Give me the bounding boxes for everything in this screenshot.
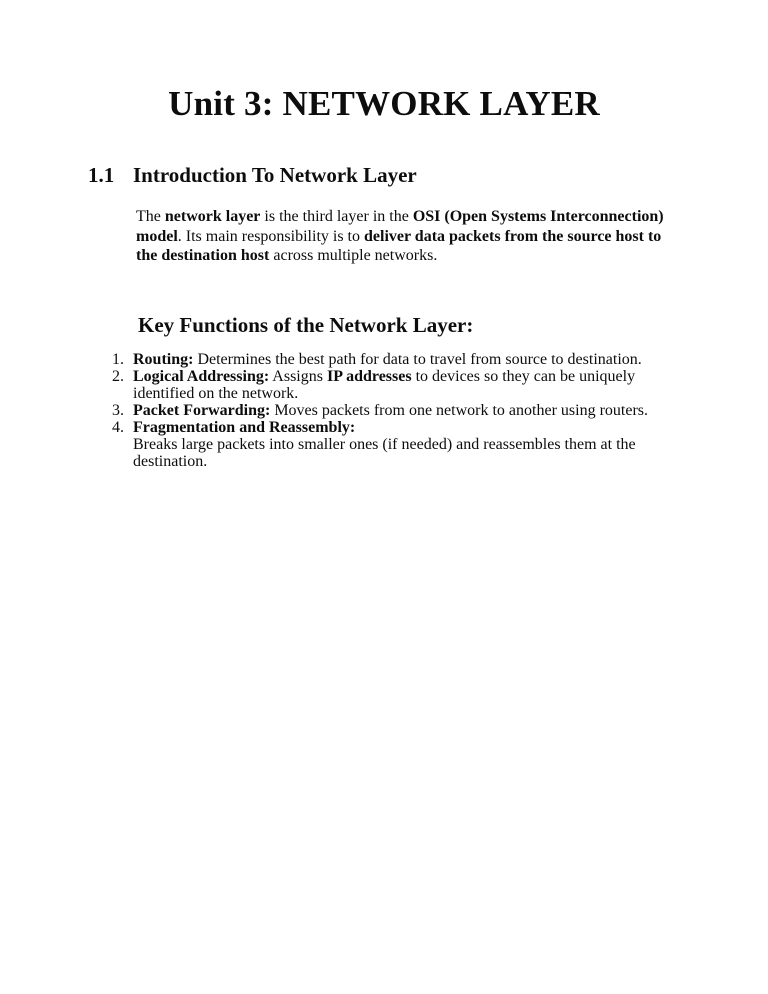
paragraph-run: The	[136, 208, 165, 225]
paragraph-run: across multiple networks.	[269, 247, 438, 264]
paragraph-run: . Its main responsibility is to	[177, 227, 364, 245]
list-item-number: 1.	[112, 351, 124, 368]
list-item-label: Routing:	[133, 351, 194, 368]
paragraph-run: is the third layer in the	[260, 208, 413, 225]
list-item-routing	[112, 351, 674, 368]
section-heading	[88, 163, 417, 187]
list-item-text	[133, 368, 674, 402]
section-number: 1.1	[88, 163, 115, 187]
list-item-body: Breaks large packets into smaller ones (if needed) and reassembles them at the destination.	[133, 436, 636, 470]
list-item-packet-forwarding	[112, 402, 674, 419]
list-item-text	[133, 419, 674, 470]
list-item-body: Assigns	[269, 368, 327, 385]
list-item-bold-run: IP addresses	[326, 368, 412, 385]
document-title: Unit 3: NETWORK LAYER	[168, 84, 600, 123]
section-heading-text: Introduction To Network Layer	[133, 163, 417, 187]
paragraph-run-bold: OSI (Open Systems Interconnection) model	[136, 208, 664, 245]
key-functions-list	[112, 351, 674, 470]
list-item-fragmentation	[112, 419, 674, 470]
paragraph-run-bold: deliver data packets from the source host to the destination host	[136, 227, 662, 264]
list-item-label: Packet Forwarding:	[133, 402, 271, 419]
list-item-number: 2.	[112, 368, 124, 385]
list-item-body: Moves packets from one network to another using routers.	[270, 402, 648, 419]
list-item-number: 4.	[112, 419, 124, 436]
list-item-body: to devices so they can be uniquely identified on the network.	[133, 368, 636, 402]
list-item-text	[133, 351, 674, 368]
list-item-number: 3.	[112, 402, 124, 419]
list-item-body: Determines the best path for data to travel from source to destination.	[193, 351, 642, 368]
paragraph-run-bold: network layer	[164, 208, 261, 225]
intro-paragraph	[136, 207, 676, 266]
key-functions-heading: Key Functions of the Network Layer:	[138, 313, 474, 337]
list-item-text	[133, 402, 674, 419]
list-item-logical-addressing	[112, 368, 674, 402]
list-item-label: Logical Addressing:	[133, 368, 270, 385]
list-item-label: Fragmentation and Reassembly:	[133, 419, 356, 436]
